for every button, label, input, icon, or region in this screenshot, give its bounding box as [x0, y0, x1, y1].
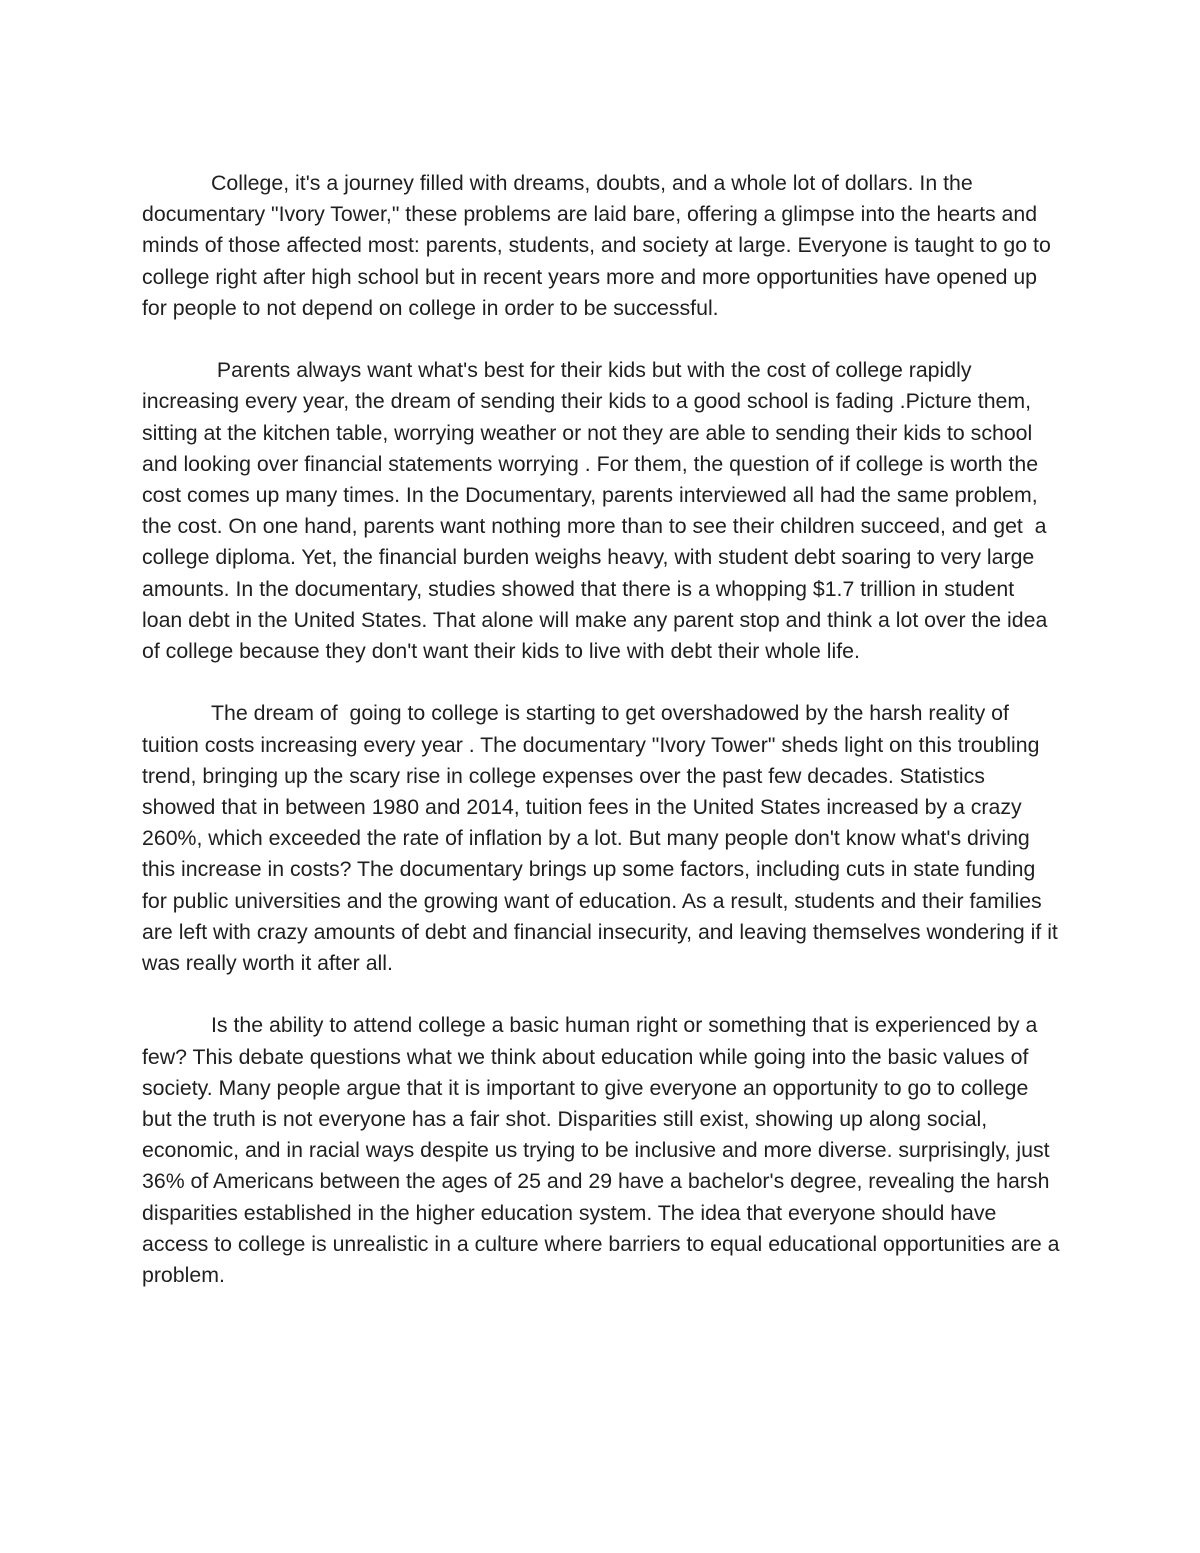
paragraph-tuition-costs: The dream of going to college is starting to get overshadowed by the harsh reality of tuition costs increasing every year . The documentary "Ivory Tower" sheds light on this troubling trend, bringing up the scary rise in college expenses over the past few decades. Statistics showed that in between 1980 and 2014, tuition fees in the United States increased by a crazy 260%, which exceeded the rate of inflation by a lot. But many people don't know what's driving this increase in costs? The documentary brings up some factors, including cuts in state funding for public universities and the growing want of education. As a result, students and their families are left with crazy amounts of debt and financial insecurity, and leaving themselves wondering if it was really worth it after all. — [142, 701, 1064, 976]
document-body — [142, 168, 1066, 1291]
paragraph-intro: College, it's a journey filled with dreams, doubts, and a whole lot of dollars. In the documentary "Ivory Tower," these problems are laid bare, offering a glimpse into the hearts and minds of those affected most: parents, students, and society at large. Everyone is taught to go to college right after high school but in recent years more and more opportunities have opened up for people to not depend on college in order to be successful. — [142, 171, 1057, 320]
paragraph-access: Is the ability to attend college a basic human right or something that is experienced by a few? This debate questions what we think about education while going into the basic values of society. Many people argue that it is important to give everyone an opportunity to go to college but the truth is not everyone has a fair shot. Disparities still exist, showing up along social, economic, and in racial ways despite us trying to be inclusive and more diverse. surprisingly, just 36% of Americans between the ages of 25 and 29 have a bachelor's degree, revealing the harsh disparities established in the higher education system. The idea that everyone should have access to college is unrealistic in a culture where barriers to equal educational opportunities are a problem. — [142, 1013, 1066, 1288]
paragraph-parents: Parents always want what's best for their kids but with the cost of college rapidly increasing every year, the dream of sending their kids to a good school is fading .Picture them, sitting at the kitchen table, worrying weather or not they are able to sending their kids to school and looking over financial statements worrying . For them, the question of if college is worth the cost comes up many times. In the Documentary, parents interviewed all had the same problem, the cost. On one hand, parents want nothing more than to see their children succeed, and get a college diploma. Yet, the financial burden weighs heavy, with student debt soaring to very large amounts. In the documentary, studies showed that there is a whopping $1.7 trillion in student loan debt in the United States. That alone will make any parent stop and think a lot over the idea of college because they don't want their kids to live with debt their whole life. — [142, 358, 1054, 664]
